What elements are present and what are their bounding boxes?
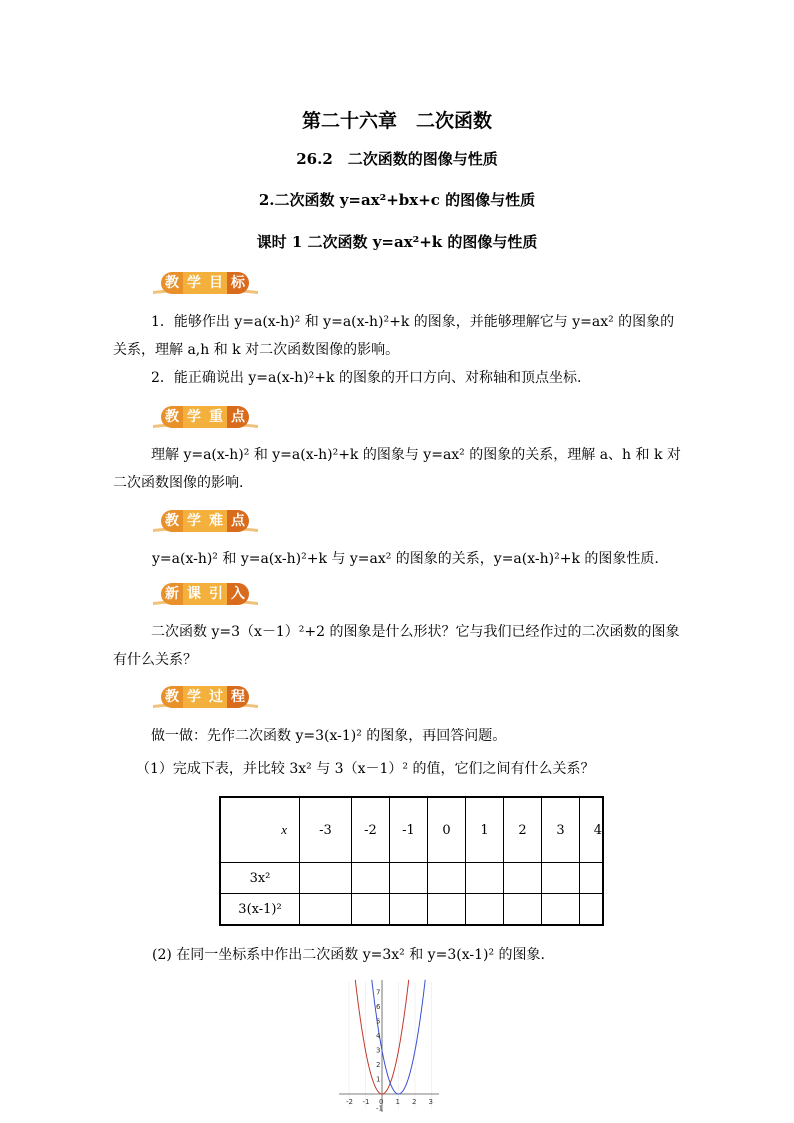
table-x-value: 4 [580,797,604,863]
table-x-value: 2 [504,797,542,863]
table-row-header: 3(x-1)² [220,894,300,926]
difficulties-badge [161,508,249,534]
y-tick-label: -1 [376,1104,383,1113]
badge-char: 教 [161,406,183,428]
x-tick-label: 2 [412,1098,417,1106]
table-x-value: -2 [352,797,390,863]
badge-char: 课 [183,583,205,605]
intro-text [113,618,683,674]
objective-item-2: 2．能正确说出 y=a(x-h)²+k 的图象的开口方向、对称轴和顶点坐标. [151,370,582,386]
subsection-title: 2.二次函数 y=ax²+bx+c 的图像与性质 [258,191,536,209]
intro-paragraph: 二次函数 y=3（x－1）²+2 的图象是什么形状？它与我们已经作过的二次函数的图象有什么关系？ [113,624,680,668]
table-row [220,797,603,863]
badge-char: 学 [183,686,205,708]
table-cell[interactable] [300,863,352,894]
process-paragraph: 做一做：先作二次函数 y=3(x-1)² 的图象，再回答问题。 [151,728,507,744]
objective-item-1: 1．能够作出 y=a(x-h)² 和 y=a(x-h)²+k 的图象，并能够理解它与 y=ax² 的图象的关系，理解 a,h 和 k 对二次函数图像的影响。 [113,314,675,358]
table-x-value: 3 [542,797,580,863]
objectives-text [113,308,683,392]
x-tick-label: -1 [362,1098,370,1106]
y-tick-label: 5 [376,1017,381,1026]
table-cell[interactable] [352,894,390,926]
x-tick-label: 0 [379,1098,384,1106]
y-tick-label: 2 [376,1061,381,1069]
badge-char: 教 [161,510,183,532]
table-cell[interactable] [300,894,352,926]
lesson-title: 课时 1 二次函数 y=ax²+k 的图像与性质 [256,233,538,251]
table-cell[interactable] [428,894,466,926]
table-cell[interactable] [428,863,466,894]
badge-char: 教 [161,272,183,294]
badge-char: 学 [183,272,205,294]
question-2: (2) 在同一坐标系中作出二次函数 y=3x² 和 y=3(x-1)² 的图象. [152,947,545,963]
process-badge [161,684,249,710]
badge-char: 目 [205,272,227,294]
badge-char: 重 [205,406,227,428]
table-cell[interactable] [504,863,542,894]
table-cell[interactable] [390,863,428,894]
y-tick-label: 7 [376,988,381,997]
table-x-value: -1 [390,797,428,863]
objectives-badge [161,270,249,296]
y-tick-label: 1 [376,1075,381,1084]
y-tick-label: 4 [376,1032,381,1040]
table-cell[interactable] [390,894,428,926]
badge-char: 过 [205,686,227,708]
table-row [220,863,603,894]
key-points-text [113,441,683,497]
badge-char: 点 [227,510,249,532]
y-tick-label: 3 [376,1046,381,1055]
table-cell[interactable] [542,894,580,926]
badge-char: 入 [227,583,249,605]
badge-char: 难 [205,510,227,532]
table-row-header: 3x² [220,863,300,894]
values-table [219,796,604,926]
difficulties-text [152,545,692,573]
badge-char: 标 [227,272,249,294]
x-tick-label: -2 [346,1098,353,1106]
table-row [220,894,603,926]
table-cell[interactable] [352,863,390,894]
badge-char: 程 [227,686,249,708]
table-x-value: -3 [300,797,352,863]
x-tick-label: 3 [428,1098,433,1106]
table-cell[interactable] [504,894,542,926]
table-cell[interactable] [580,863,604,894]
chapter-title: 第二十六章 二次函数 [301,110,492,132]
table-cell[interactable] [466,894,504,926]
graph-axes [339,980,439,1112]
parabola-graph [339,978,439,1118]
key-points-paragraph: 理解 y=a(x-h)² 和 y=a(x-h)²+k 的图象与 y=ax² 的图象的关系，理解 a、h 和 k 对二次函数图像的影响. [113,447,681,491]
intro-badge [161,581,249,607]
table-x-value: 0 [428,797,466,863]
question-1: （1）完成下表，并比较 3x² 与 3（x－1）² 的值，它们之间有什么关系？ [136,761,595,777]
x-tick-label: 1 [395,1098,400,1106]
process-text [113,722,683,750]
badge-char: 新 [161,583,183,605]
key-points-badge [161,404,249,430]
badge-char: 点 [227,406,249,428]
badge-char: 学 [183,406,205,428]
badge-char: 学 [183,510,205,532]
table-x-value: 1 [466,797,504,863]
section-title: 26.2 二次函数的图像与性质 [296,150,498,168]
table-cell[interactable] [542,863,580,894]
badge-char: 引 [205,583,227,605]
y-tick-label: 6 [376,1003,381,1011]
table-row-header: x [220,797,300,863]
table-cell[interactable] [466,863,504,894]
difficulties-paragraph: y=a(x-h)² 和 y=a(x-h)²+k 与 y=ax² 的图象的关系，y=a(x-h)²+k 的图象性质. [152,551,659,567]
table-cell[interactable] [580,894,604,926]
badge-char: 教 [161,686,183,708]
